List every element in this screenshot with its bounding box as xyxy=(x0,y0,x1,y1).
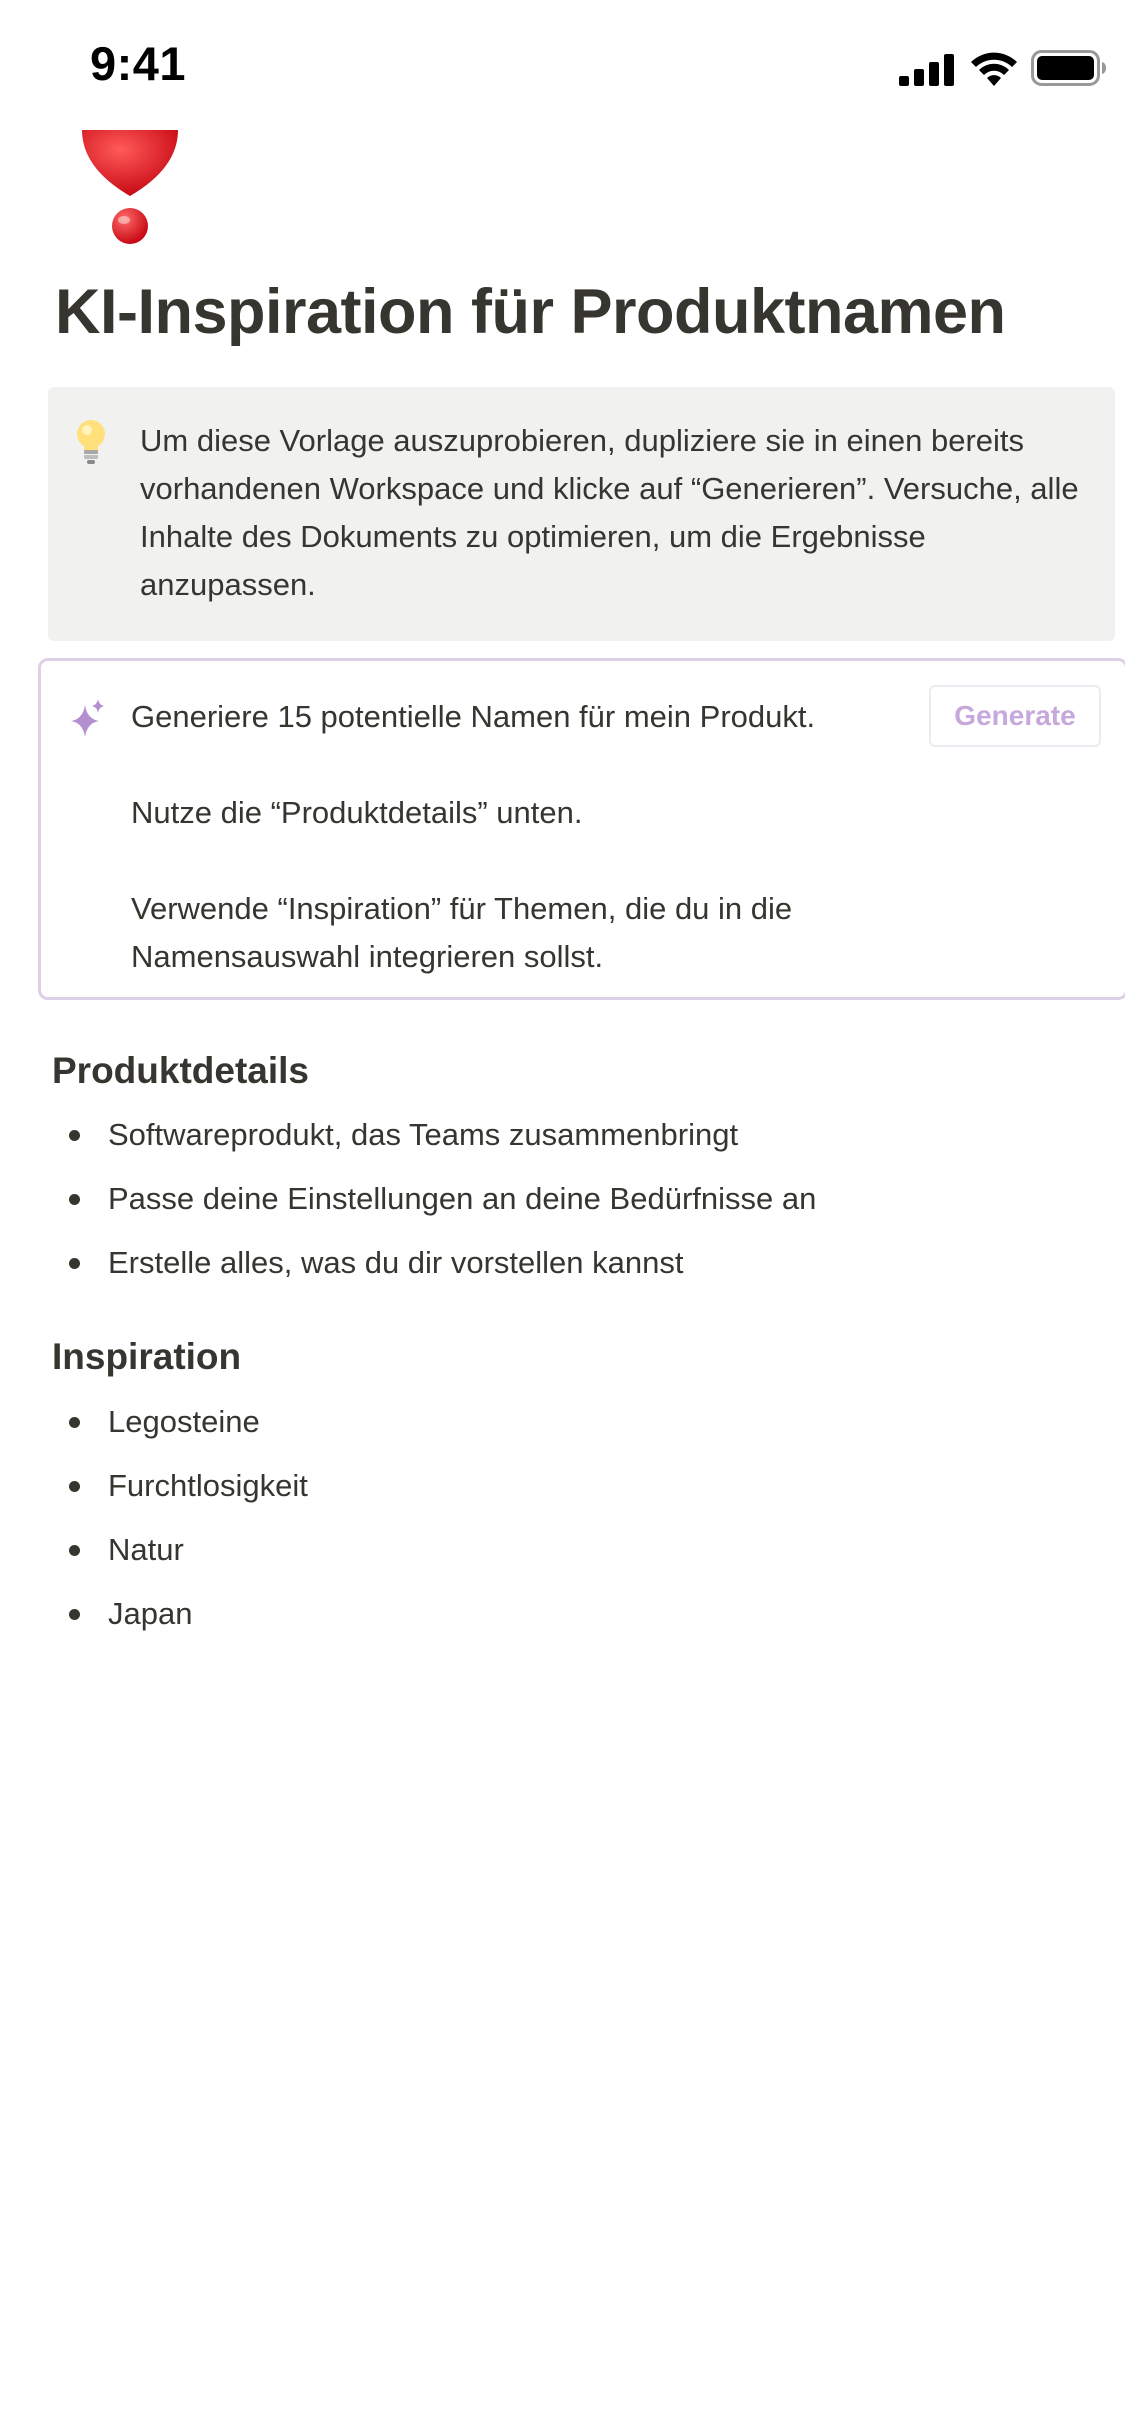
list-item-text: Furchtlosigkeit xyxy=(108,1468,308,1503)
list-item[interactable] xyxy=(52,1103,816,1167)
ai-prompt-line: Nutze die “Produktdetails” unten. xyxy=(131,795,583,830)
inspiration-list xyxy=(52,1390,308,1646)
list-item[interactable] xyxy=(52,1518,308,1582)
list-item[interactable] xyxy=(52,1167,816,1231)
bullet-dot xyxy=(69,1258,80,1269)
list-item-text: Erstelle alles, was du dir vorstellen kannst xyxy=(108,1245,684,1280)
generate-button[interactable]: Generate xyxy=(929,685,1101,747)
list-item[interactable] xyxy=(52,1454,308,1518)
list-item-text: Japan xyxy=(108,1596,193,1631)
ai-prompt-line: Verwende “Inspiration” für Themen, die du in die Namensauswahl integrieren sollst. xyxy=(131,891,793,974)
callout-block[interactable] xyxy=(48,387,1115,641)
section-heading-produktdetails[interactable]: Produktdetails xyxy=(52,1050,309,1091)
ai-block[interactable] xyxy=(38,658,1125,1000)
status-bar xyxy=(0,0,1125,132)
callout-text: Um diese Vorlage auszuprobieren, dupliziere sie in einen bereits vorhandenen Workspace und klicke auf “Generieren”. Versuche, alle Inhalte des Dokuments zu optimieren, um die Ergebnisse anzupassen. xyxy=(140,423,1079,602)
battery-icon xyxy=(1031,50,1107,86)
list-item-text: Softwareprodukt, das Teams zusammenbringt xyxy=(108,1117,739,1152)
bullet-dot xyxy=(69,1481,80,1492)
bullet-dot xyxy=(69,1609,80,1620)
bullet-dot xyxy=(69,1194,80,1205)
list-item-text: Legosteine xyxy=(108,1404,260,1439)
page-title[interactable]: KI-Inspiration für Produktnamen xyxy=(55,277,1006,347)
bullet-dot xyxy=(69,1130,80,1141)
ai-prompt[interactable] xyxy=(131,693,931,981)
ai-prompt-line: Generiere 15 potentielle Namen für mein Produkt. xyxy=(131,699,816,734)
section-heading-inspiration[interactable]: Inspiration xyxy=(52,1336,242,1377)
bullet-dot xyxy=(69,1545,80,1556)
produktdetails-list xyxy=(52,1103,816,1295)
list-item-text: Natur xyxy=(108,1532,184,1567)
list-item[interactable] xyxy=(52,1390,308,1454)
sparkle-icon xyxy=(69,699,107,739)
light-bulb-icon xyxy=(74,419,108,465)
list-item-text: Passe deine Einstellungen an deine Bedürfnisse an xyxy=(108,1181,817,1216)
wifi-icon xyxy=(969,50,1019,88)
list-item[interactable] xyxy=(52,1231,816,1295)
heavy-heart-exclamation-icon[interactable] xyxy=(80,128,180,248)
signal-icon xyxy=(899,54,955,86)
list-item[interactable] xyxy=(52,1582,308,1646)
status-time: 9:41 xyxy=(90,37,187,90)
bullet-dot xyxy=(69,1417,80,1428)
